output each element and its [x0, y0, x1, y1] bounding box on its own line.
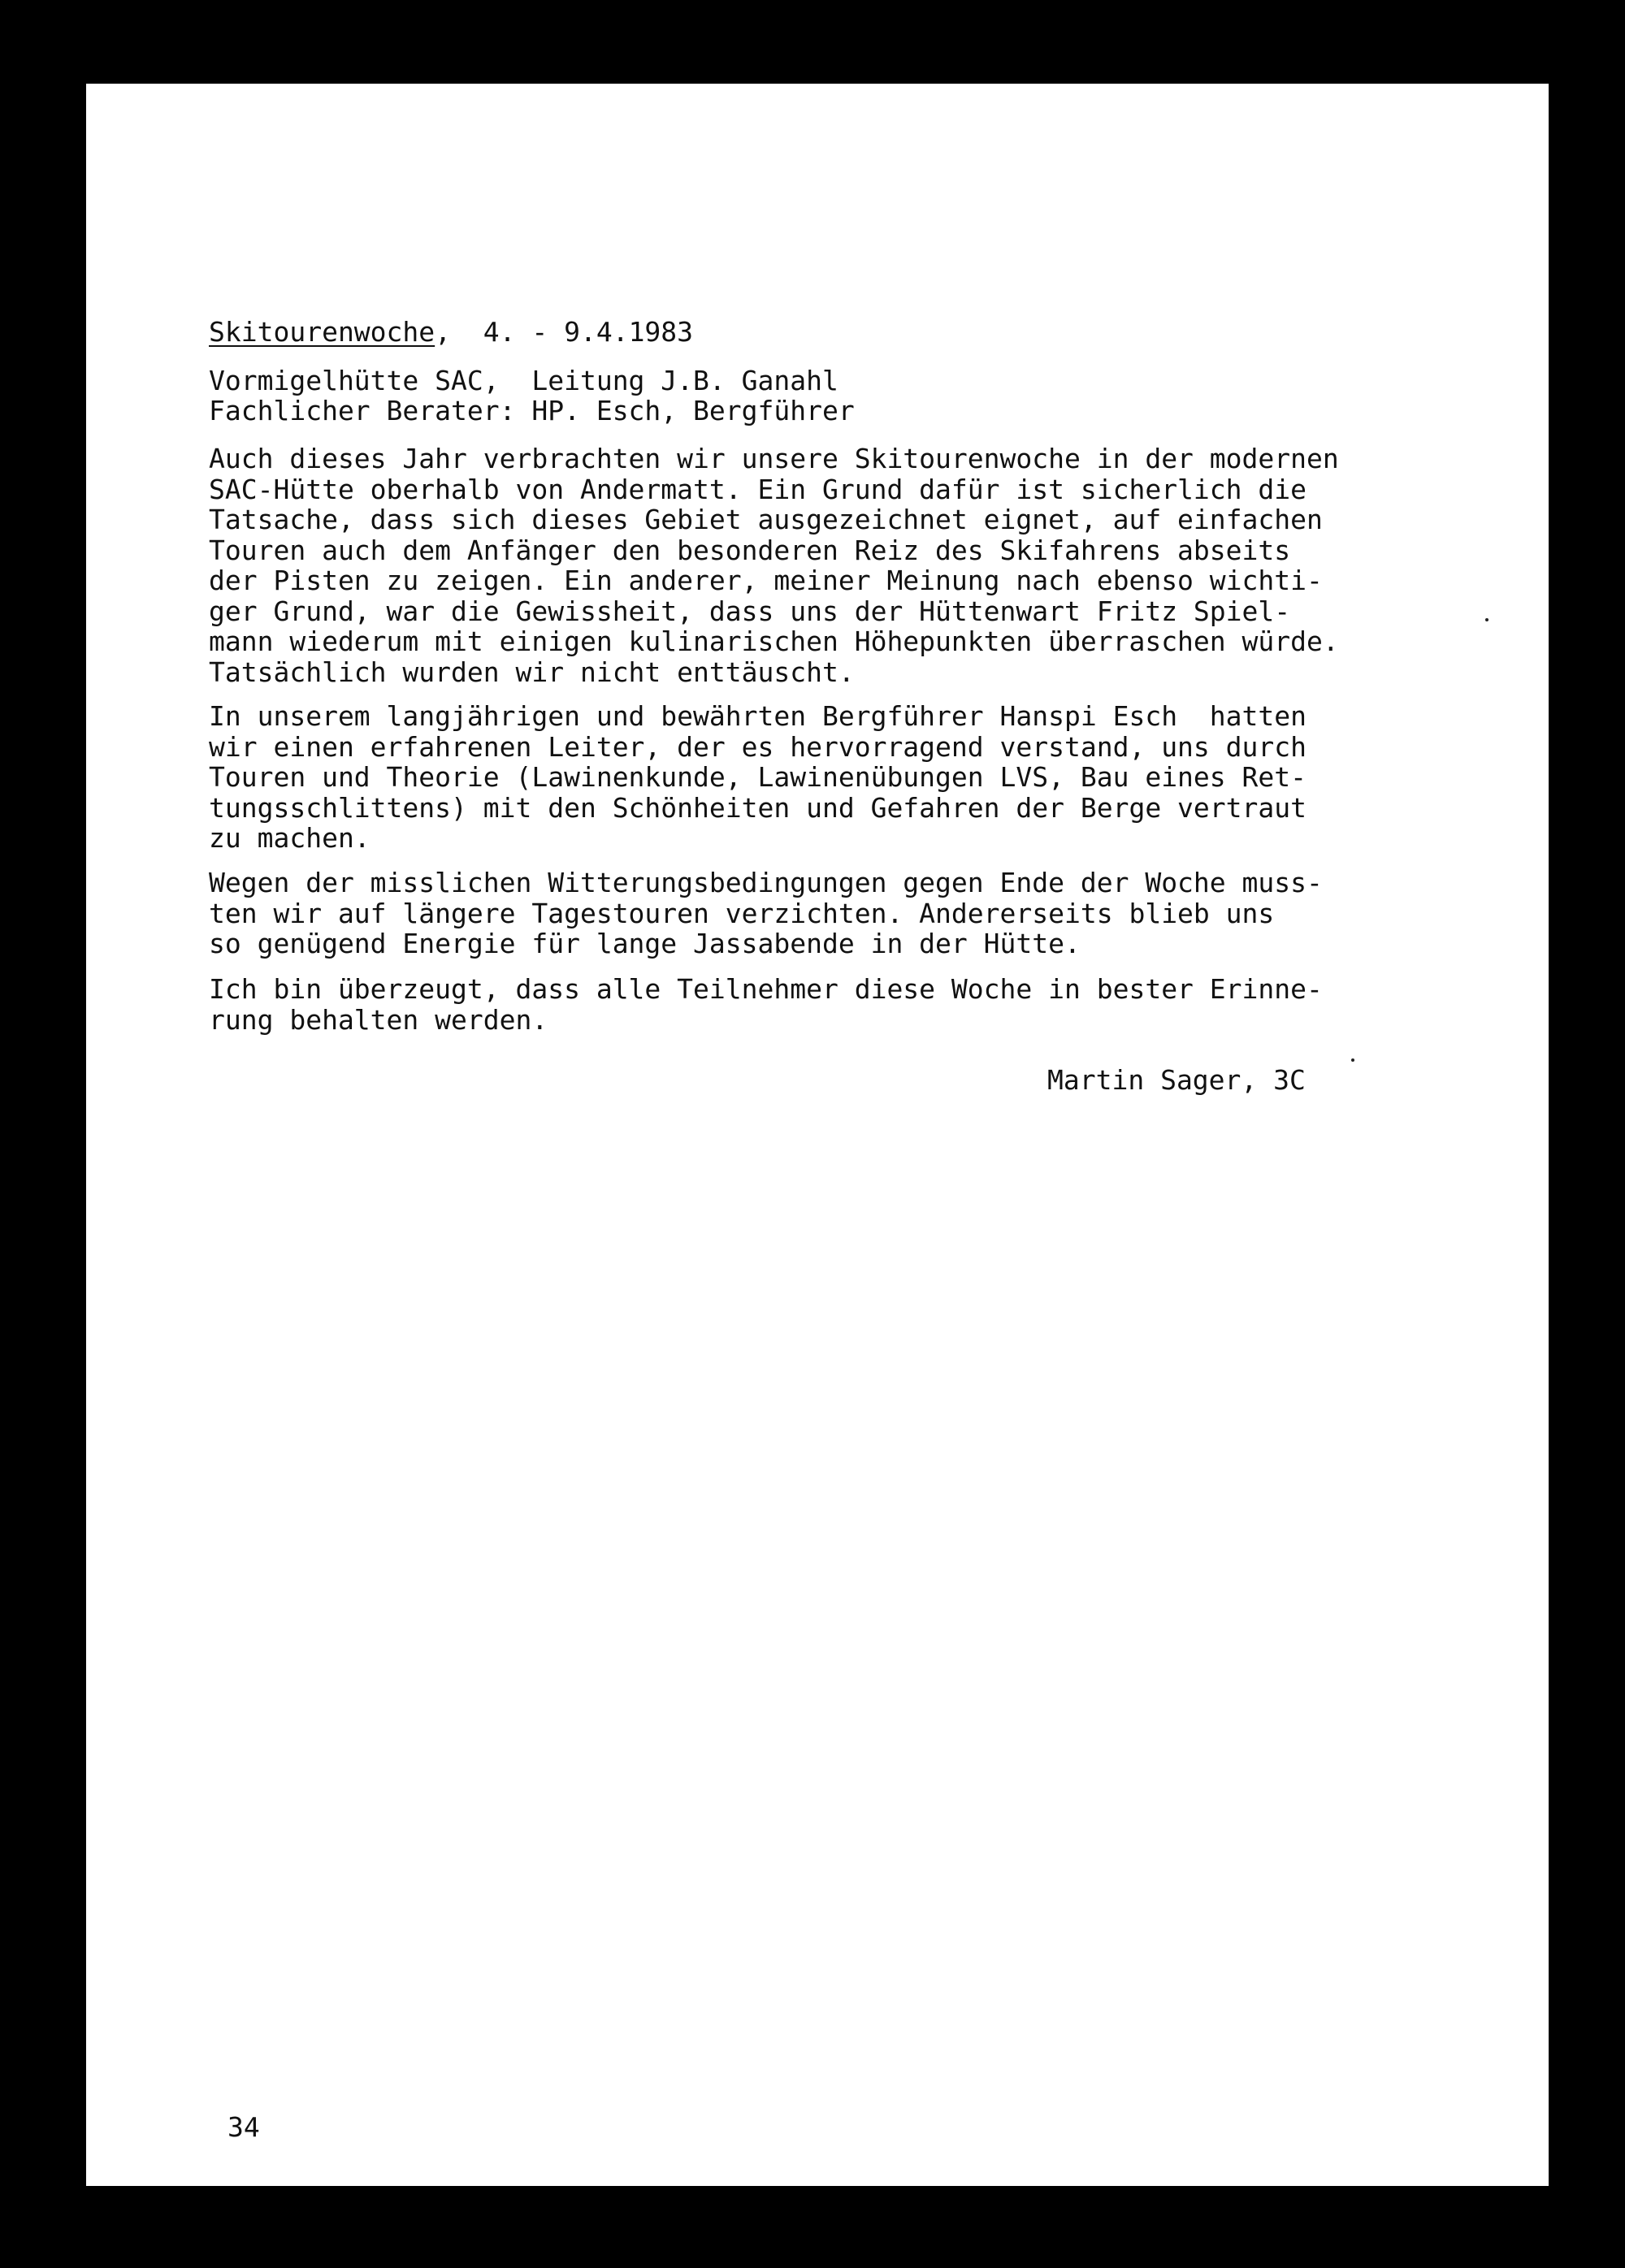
paragraph-line: Tatsächlich wurden wir nicht enttäuscht.: [209, 656, 855, 688]
author-signature: Martin Sager, 3C: [1047, 1064, 1306, 1096]
paragraph-line: ger Grund, war die Gewissheit, dass uns der Hüttenwart Fritz Spiel-: [209, 595, 1291, 627]
paragraph-line: tungsschlittens) mit den Schönheiten und Gefahren der Berge vertraut: [209, 791, 1307, 824]
paragraph-line: mann wiederum mit einigen kulinarischen Höhepunkten überraschen würde.: [209, 625, 1339, 657]
paragraph-line: rung behalten werden.: [209, 1003, 548, 1036]
paragraph-line: so genügend Energie für lange Jassabende in der Hütte.: [209, 928, 1081, 959]
paragraph-line: zu machen.: [209, 822, 370, 854]
paragraph-line: In unserem langjährigen und bewährten Bergführer Hanspi Esch hatten: [209, 700, 1307, 732]
document-heading: [209, 317, 693, 348]
paragraph-line: wir einen erfahrenen Leiter, der es hervorragend verstand, uns durch: [209, 730, 1307, 763]
paragraph-4: [209, 974, 1323, 1035]
page-number: 34: [228, 2111, 260, 2143]
paragraph-line: Touren und Theorie (Lawinenkunde, Lawinenübungen LVS, Bau eines Ret-: [209, 761, 1307, 793]
meta-advisor: Fachlicher Berater: HP. Esch, Bergführer: [209, 395, 855, 426]
scan-speck: [1351, 1058, 1354, 1062]
paragraph-line: Tatsache, dass sich dieses Gebiet ausgezeichnet eignet, auf einfachen: [209, 504, 1323, 535]
document-title: Skitourenwoche: [209, 316, 436, 348]
paragraph-line: Ich bin überzeugt, dass alle Teilnehmer diese Woche in bester Erinne-: [209, 973, 1323, 1005]
paragraph-line: der Pisten zu zeigen. Ein anderer, meiner Meinung nach ebenso wichti-: [209, 565, 1323, 596]
scan-speck: [1485, 618, 1488, 621]
paragraph-2: [209, 701, 1306, 854]
document-page: [86, 84, 1549, 2186]
paragraph-1: [209, 444, 1339, 687]
meta-location-leader: Vormigelhütte SAC, Leitung J.B. Ganahl: [209, 365, 838, 396]
paragraph-3: [209, 868, 1323, 959]
document-title-date: , 4. - 9.4.1983: [435, 316, 694, 348]
paragraph-line: SAC-Hütte oberhalb von Andermatt. Ein Grund dafür ist sicherlich die: [209, 473, 1307, 505]
paragraph-line: ten wir auf längere Tagestouren verzichten. Andererseits blieb uns: [209, 897, 1275, 929]
paragraph-line: Auch dieses Jahr verbrachten wir unsere Skitourenwoche in der modernen: [209, 443, 1339, 474]
paragraph-line: Wegen der misslichen Witterungsbedingungen gegen Ende der Woche muss-: [209, 867, 1323, 898]
paragraph-line: Touren auch dem Anfänger den besonderen Reiz des Skifahrens abseits: [209, 534, 1291, 566]
